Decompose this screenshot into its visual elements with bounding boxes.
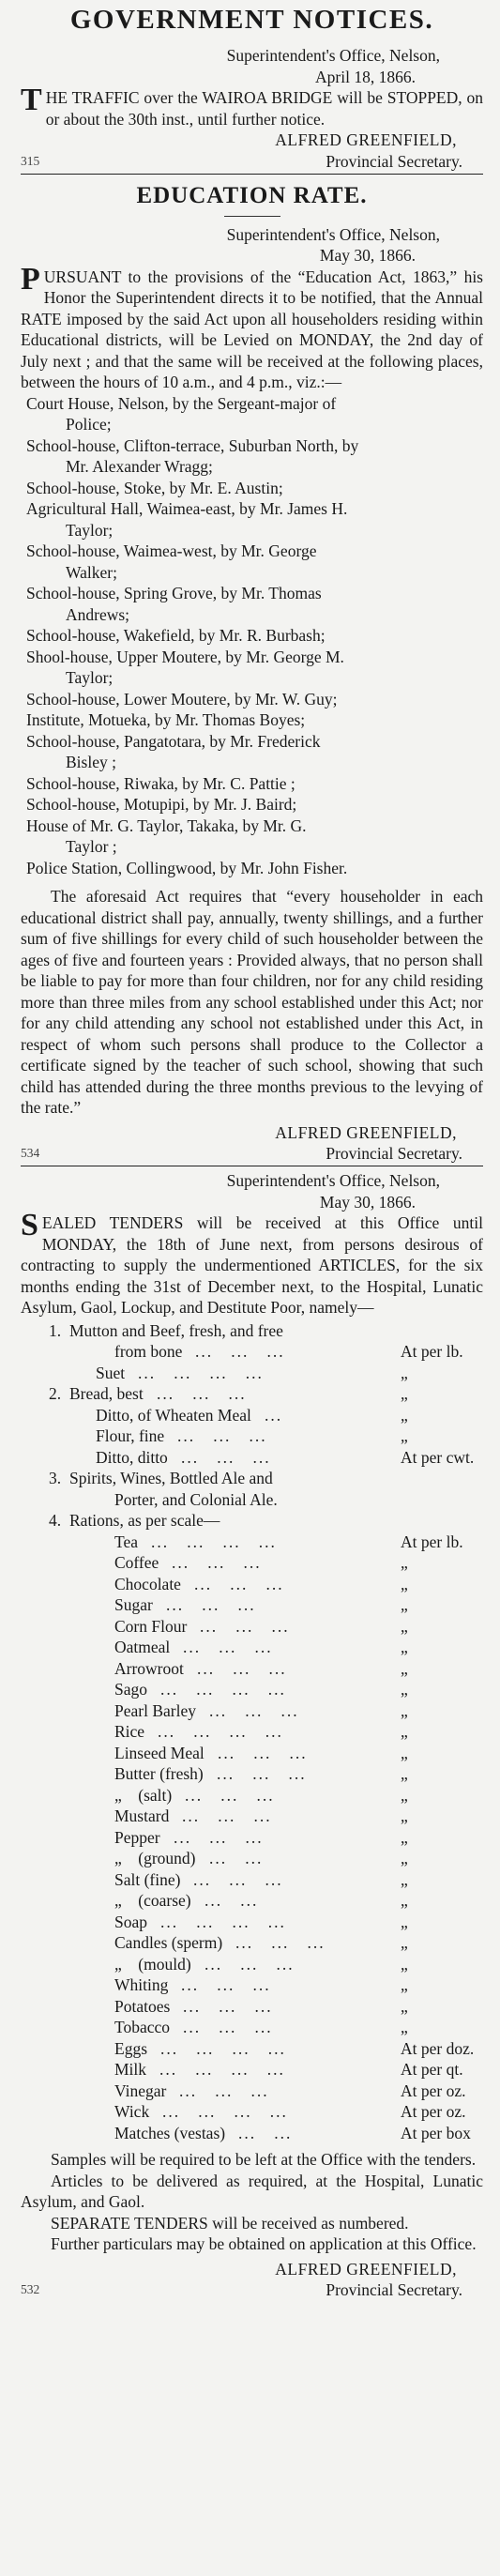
article-label: Pepper [114,1827,160,1847]
article-row [21,2101,483,2123]
article-unit: „ [401,1954,408,1974]
signature-row [21,151,483,172]
article-unit: „ [401,1869,408,1889]
notice-office: Superintendent's Office, Nelson, [226,46,440,65]
article-unit: „ [401,1806,408,1825]
article-unit: „ [401,1574,408,1593]
location-text-continued: Andrews; [66,604,130,624]
location-text-continued: Mr. Alexander Wragg; [66,457,213,476]
location-text-continued: Walker; [66,562,117,582]
notice-office: Superintendent's Office, Nelson, [226,224,440,244]
article-row [21,1721,483,1743]
article-unit: „ [401,1595,408,1614]
notice-ref-number: 534 [21,1146,40,1160]
leader-dots: ... ... ... [218,1743,308,1762]
articles-list [21,1320,483,2144]
article-row [21,1932,483,1954]
leader-dots: ... ... ... [181,1447,271,1467]
article-row [21,1489,483,1511]
leader-dots: ... ... ... [157,1384,247,1403]
signer-name: ALFRED GREENFIELD, [275,130,457,149]
page-title: GOVERNMENT NOTICES. [69,5,434,35]
leader-dots: ... ... ... [183,1638,273,1656]
notice-body-2: The aforesaid Act requires that “every householder in each educational district shall pay, annually, twenty shillings, and a further sum of five shillings for every child of such householder between the ages of five and fourteen years : Provided always, that no person shall be liable to pay for more than four children, nor for any child residing more than three miles from any school established under this Act; nor for any child attending any school not established under this Act, in respect of whom such persons shall produce to the Collector a certificate signed by the teacher of such school, showing that such child has attended during the three months previous to the levying of the rate.” [21,887,483,1117]
article-row [21,1405,483,1426]
article-label: Potatoes [114,1996,171,2016]
article-row [21,1447,483,1469]
leader-dots: ... ... ... [235,1933,326,1952]
leader-dots: ... ... ... [166,1595,256,1614]
signer-role: Provincial Secretary. [326,2280,462,2299]
article-row [21,1996,483,2018]
article-label: Suet [96,1363,126,1382]
article-row [21,2081,483,2102]
article-row [21,1341,483,1363]
location-text: Agricultural Hall, Waimea-east, by Mr. James H. [26,499,348,518]
article-unit: At per oz. [401,2081,466,2100]
article-label: Porter, and Colonial Ale. [114,1489,278,1509]
leader-dots: ... ... ... ... [151,1532,277,1551]
article-row [21,1637,483,1658]
location-text: Police Station, Collingwood, by Mr. John Fisher. [26,858,348,877]
leader-dots: ... ... ... ... [160,1912,286,1931]
article-unit: „ [401,1616,408,1636]
article-unit: „ [401,1975,408,1994]
article-row [21,1532,483,1553]
article-unit: At per lb. [401,1532,463,1551]
article-label: Rations, as per scale— [69,1511,220,1530]
article-label: Oatmeal [114,1638,171,1656]
article-label: Tobacco [114,2018,171,2036]
article-row [21,1869,483,1891]
article-row [21,2038,483,2060]
article-row [21,1806,483,1827]
article-unit: „ [401,1384,408,1403]
article-unit: „ [401,1849,408,1867]
article-label: Rice [114,1722,145,1741]
location-text: School-house, Riwaka, by Mr. C. Pattie ; [26,773,295,793]
article-unit: „ [401,1912,408,1931]
leader-dots: ... ... ... [205,1954,295,1974]
leader-dots: ... ... ... ... [158,1722,283,1741]
location-text-continued: Taylor ; [66,837,117,856]
notice-education-rate [21,182,483,1165]
article-label: Tea [114,1532,139,1551]
article-row [21,1954,483,1975]
article-label: Linseed Meal [114,1743,205,1762]
article-unit: „ [401,1764,408,1783]
leader-dots: ... ... ... ... [159,2060,285,2079]
article-label: Sago [114,1680,147,1699]
leader-dots: ... ... ... [193,1869,283,1889]
location-text-continued: Police; [66,415,112,434]
article-row [21,1468,483,1489]
article-number: 2. [49,1384,62,1403]
drop-cap: P [21,261,40,297]
location-text: Institute, Motueka, by Mr. Thomas Boyes; [26,710,306,729]
signer-role: Provincial Secretary. [326,151,462,171]
article-label: Vinegar [114,2081,167,2100]
article-row [21,1827,483,1849]
notice-wairoa-bridge [21,45,483,172]
notice-text: HE TRAFFIC over the WAIROA BRIDGE will be STOPPED, on or about the 30th inst., until further notice. [45,88,483,129]
leader-dots: ... ... ... [195,1342,285,1361]
leader-dots: ... ... ... [179,2081,269,2100]
article-row [21,1425,483,1447]
article-row [21,1658,483,1680]
article-row [21,1320,483,1342]
signature-row [21,2279,483,2300]
leader-dots: ... ... ... [194,1574,284,1593]
location-text: School-house, Waimea-west, by Mr. George [26,541,317,560]
article-number: 4. [49,1511,62,1530]
leader-dots: ... ... ... [183,1996,273,2016]
collection-locations-list [21,393,483,879]
article-unit: At per qt. [401,2060,463,2079]
leader-dots: ... ... ... [197,1658,287,1678]
article-row [21,1510,483,1532]
article-label: Sugar [114,1595,153,1614]
article-unit: „ [401,1722,408,1741]
article-unit: „ [401,1405,408,1425]
location-text: School-house, Pangatotara, by Mr. Frederick [26,731,321,751]
leader-dots: ... ... ... [200,1616,290,1636]
notice-date: May 30, 1866. [319,246,416,265]
notice-office: Superintendent's Office, Nelson, [226,1171,440,1190]
article-unit: At per oz. [401,2102,466,2121]
article-unit: „ [401,1638,408,1656]
article-label: Salt (fine) [114,1869,181,1889]
leader-dots: ... ... ... ... [160,2038,286,2058]
notice-ref-number: 315 [21,153,40,168]
article-label: Matches (vestas) [114,2123,226,2142]
notice-body [21,261,483,393]
article-unit: „ [401,1700,408,1720]
article-unit: „ [401,1426,408,1445]
location-text-continued: Taylor; [66,520,114,540]
leader-dots: ... ... ... ... [138,1363,264,1382]
article-unit: „ [401,1743,408,1762]
location-text: School-house, Motupipi, by Mr. J. Baird; [26,795,297,814]
article-label: Bread, best [69,1384,144,1403]
leader-dots: ... ... ... [174,1827,264,1847]
article-row [21,1912,483,1933]
article-row [21,1679,483,1700]
signer-role: Provincial Secretary. [326,1144,462,1163]
leader-dots: ... ... ... [209,1700,299,1720]
article-label: Candles (sperm) [114,1933,223,1952]
article-label: Butter (fresh) [114,1764,204,1783]
location-item [21,583,483,625]
location-text-continued: Bisley ; [66,753,116,771]
article-label: Eggs [114,2038,147,2058]
article-unit: „ [401,1553,408,1572]
article-label: Chocolate [114,1574,181,1593]
article-label: from bone [114,1342,183,1361]
article-row [21,1574,483,1595]
article-label: Arrowroot [114,1658,184,1678]
article-row [21,1890,483,1912]
article-label: Mutton and Beef, fresh, and free [69,1320,283,1340]
leader-dots: ... ... [209,1849,264,1867]
tender-note: Samples will be required to be left at the Office with the tenders. [51,2150,477,2169]
article-unit: „ [401,1933,408,1952]
title-underline [224,216,280,217]
article-label: Corn Flour [114,1616,188,1636]
article-unit: „ [401,1363,408,1382]
notice-title: EDUCATION RATE. [136,182,368,208]
article-row [21,1363,483,1384]
location-item [21,625,483,647]
article-unit: At per box [401,2123,471,2142]
leader-dots: ... ... ... [217,1764,307,1783]
location-item [21,689,483,710]
leader-dots: ... ... ... [177,1426,267,1445]
article-row [21,1743,483,1764]
article-label: Coffee [114,1553,159,1572]
article-row [21,1974,483,1996]
tender-note: SEPARATE TENDERS will be received as numbered. [51,2213,409,2233]
notice-body [21,1208,483,1318]
article-label: Milk [114,2060,147,2079]
leader-dots: ... ... ... [183,2018,273,2036]
location-item [21,773,483,795]
article-row [21,1848,483,1869]
location-item [21,709,483,731]
signer-name: ALFRED GREENFIELD, [275,1122,457,1142]
article-label: Wick [114,2102,150,2121]
article-label: „ (coarse) [114,1891,191,1910]
notice-text: URSUANT to the provisions of the “Education Act, 1863,” his Honor the Superintendent directs it to be notified, that the Annual RATE imposed by the said Act upon all householders residing within Educational districts, will be Levied on MONDAY, the 2nd day of July next ; and that the same will be received at the following places, between the hours of 10 a.m., and 4 p.m., viz.:— [21,267,483,391]
location-item [21,647,483,689]
leader-dots: ... ... ... [182,1806,272,1825]
article-unit: „ [401,2018,408,2036]
leader-dots: ... ... ... [172,1553,262,1572]
location-text-continued: Taylor; [66,668,114,687]
article-row [21,1594,483,1616]
leader-dots: ... ... ... [181,1975,271,1994]
tender-notes [21,2149,483,2255]
location-text: School-house, Wakefield, by Mr. R. Burbash; [26,626,326,645]
location-text: School-house, Clifton-terrace, Suburban North, by [26,435,359,455]
location-item [21,541,483,583]
article-unit: „ [401,1827,408,1847]
leader-dots: ... ... [238,2123,293,2142]
divider [21,174,483,175]
notice-text: EALED TENDERS will be received at this Office until MONDAY, the 18th of June next, from persons desirous of contracting to supply the undermentioned ARTICLES, for the six months ending the 31st of December next, to the Hospital, Lunatic Asylum, Gaol, Lockup, and Destitute Poor, namely— [21,1213,483,1317]
article-row [21,1763,483,1785]
article-label: Flour, fine [96,1426,165,1445]
article-row [21,1383,483,1405]
leader-dots: ... ... [205,1891,259,1910]
article-unit: At per lb. [401,1342,463,1361]
location-item [21,815,483,858]
article-row [21,2123,483,2144]
location-item [21,478,483,499]
location-text: School-house, Spring Grove, by Mr. Thomas [26,584,322,602]
article-unit: At per doz. [401,2038,475,2058]
article-row [21,1700,483,1722]
article-label: „ (mould) [114,1954,191,1974]
location-item [21,731,483,773]
location-item [21,858,483,879]
notice-body [21,83,483,130]
article-row [21,2059,483,2081]
article-number: 1. [49,1320,62,1340]
leader-dots: ... ... ... ... [160,1680,286,1699]
location-item [21,435,483,478]
leader-dots: ... [265,1405,283,1425]
article-label: Ditto, of Wheaten Meal [96,1405,251,1425]
article-unit: „ [401,1658,408,1678]
location-text: Court House, Nelson, by the Sergeant-major of [26,393,337,413]
leader-dots: ... ... ... ... [162,2102,288,2121]
tender-note: Articles to be delivered as required, at the Hospital, Lunatic Asylum, and Gaol. [21,2171,483,2211]
article-row [21,2017,483,2038]
article-unit: „ [401,1891,408,1910]
article-row [21,1785,483,1806]
article-row [21,1616,483,1638]
article-label: Mustard [114,1806,170,1825]
location-item [21,393,483,435]
article-label: Soap [114,1912,147,1931]
notice-sealed-tenders [21,1170,483,2300]
drop-cap: T [21,83,42,117]
article-label: Whiting [114,1975,169,1994]
location-item [21,794,483,815]
article-label: Spirits, Wines, Bottled Ale and [69,1469,273,1487]
article-unit: „ [401,1785,408,1805]
notice-ref-number: 532 [21,2282,40,2296]
article-label: „ (ground) [114,1849,196,1867]
leader-dots: ... ... ... [185,1785,275,1805]
article-label: Pearl Barley [114,1700,196,1720]
article-number: 3. [49,1469,62,1487]
signature-row [21,1143,483,1164]
article-label: Ditto, ditto [96,1447,168,1467]
article-unit: „ [401,1996,408,2016]
location-item [21,498,483,541]
location-text: House of Mr. G. Taylor, Takaka, by Mr. G. [26,815,307,835]
location-text: Shool-house, Upper Moutere, by Mr. George M. [26,647,344,666]
location-text: School-house, Stoke, by Mr. E. Austin; [26,478,283,497]
article-row [21,1552,483,1574]
notice-date: May 30, 1866. [319,1192,416,1212]
tender-note: Further particulars may be obtained on application at this Office. [51,2234,477,2253]
signer-name: ALFRED GREENFIELD, [275,2259,457,2279]
location-text: School-house, Lower Moutere, by Mr. W. Guy; [26,689,338,709]
notice-date: April 18, 1866. [315,67,416,86]
drop-cap: S [21,1208,38,1242]
article-unit: At per cwt. [401,1447,475,1467]
article-label: „ (salt) [114,1785,173,1805]
article-unit: „ [401,1680,408,1699]
